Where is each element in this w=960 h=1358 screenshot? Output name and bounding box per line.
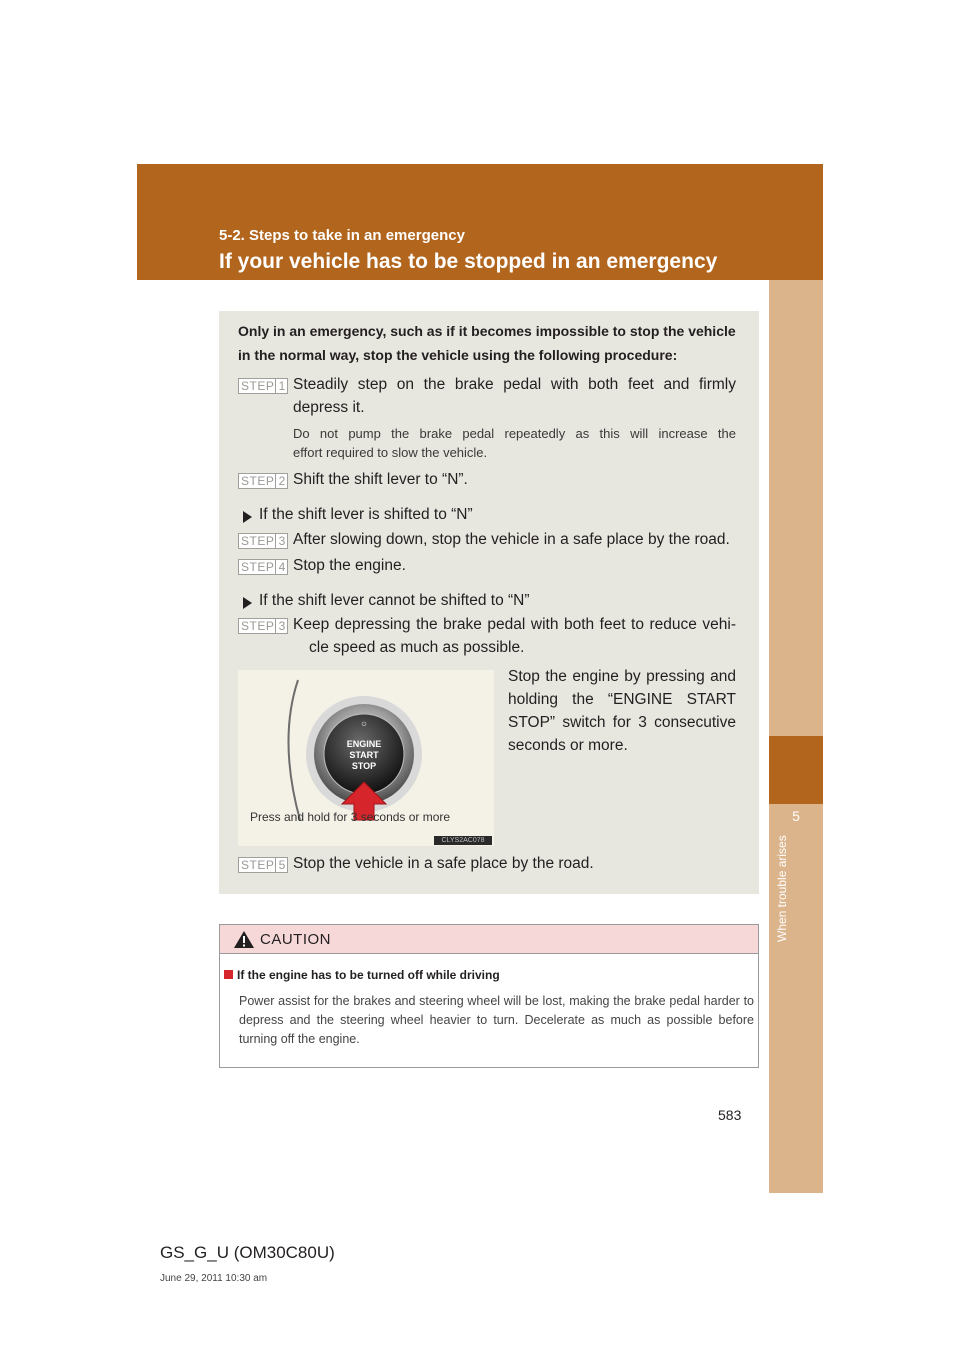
case-b-step3-line-1: Keep depressing the brake pedal with both feet to reduce vehi- xyxy=(293,616,736,633)
chapter-title: When trouble arises xyxy=(775,835,789,942)
chapter-number: 5 xyxy=(792,808,800,824)
case-b-step4-line-1: Stop the engine by pressing and xyxy=(508,668,736,685)
step2-text: Shift the shift lever to “N”. xyxy=(293,471,468,488)
step-badge-3b xyxy=(238,618,288,634)
case-b-heading: If the shift lever cannot be shifted to “N” xyxy=(259,592,530,609)
case-b-step4-line-2: holding the “ENGINE START xyxy=(508,691,736,708)
step-label: STEP xyxy=(241,858,275,872)
case-b-step4-line-3: STOP” switch for 3 consecutive xyxy=(508,714,736,731)
button-label-stop: STOP xyxy=(351,761,377,771)
step-label: STEP xyxy=(241,379,275,393)
header-band xyxy=(137,164,823,280)
step1-note-2: effort required to slow the vehicle. xyxy=(293,445,488,460)
step-number: 5 xyxy=(275,858,288,872)
step1-note-1: Do not pump the brake pedal repeatedly as this will increase the xyxy=(293,426,736,441)
triangle-bullet-icon xyxy=(243,597,252,609)
step-number: 4 xyxy=(275,560,288,574)
chapter-block xyxy=(769,736,823,804)
step-number: 3 xyxy=(275,619,288,633)
step-label: STEP xyxy=(241,474,275,488)
caution-item-body: Power assist for the brakes and steering wheel will be lost, making the brake pedal harder to depress and the steering wheel heavier to turn. Decelerate as much as possible before turning off the engine. xyxy=(239,994,754,1046)
section-title: 5-2. Steps to take in an emergency xyxy=(219,227,465,244)
caution-header xyxy=(220,925,758,954)
case-a-step4-text: Stop the engine. xyxy=(293,557,406,574)
step-number: 3 xyxy=(275,534,288,548)
intro-line-1: Only in an emergency, such as if it becomes impossible to stop the vehicle xyxy=(238,323,736,339)
figure-code: CLYS2AC078 xyxy=(434,836,492,845)
warning-triangle-icon xyxy=(233,930,255,949)
page-title: If your vehicle has to be stopped in an emergency xyxy=(219,250,718,273)
step-label: STEP xyxy=(241,534,275,548)
button-label-start: START xyxy=(349,750,379,760)
step-badge-4a xyxy=(238,559,288,575)
button-label-engine: ENGINE xyxy=(346,739,382,749)
footer-model: GS_G_U (OM30C80U) xyxy=(160,1243,335,1262)
step-number: 2 xyxy=(275,474,288,488)
step-number: 1 xyxy=(275,379,288,393)
intro-line-2: in the normal way, stop the vehicle using the following procedure: xyxy=(238,347,678,363)
step-badge-2 xyxy=(238,473,288,489)
case-a-step3-text: After slowing down, stop the vehicle in a safe place by the road. xyxy=(293,531,730,548)
caution-item-title-text: If the engine has to be turned off while driving xyxy=(237,968,500,982)
step1-line-1: Steadily step on the brake pedal with both feet and firmly xyxy=(293,376,736,393)
step-badge-3a xyxy=(238,533,288,549)
caution-heading: CAUTION xyxy=(260,931,331,948)
step-label: STEP xyxy=(241,619,275,633)
triangle-bullet-icon xyxy=(243,511,252,523)
case-b-step3-line-2: cle speed as much as possible. xyxy=(309,639,525,656)
case-b-step4-line-4: seconds or more. xyxy=(508,737,628,754)
step-badge-1 xyxy=(238,378,288,394)
step-label: STEP xyxy=(241,560,275,574)
square-bullet-icon xyxy=(224,970,233,979)
caution-box xyxy=(219,924,759,1068)
footer-date: June 29, 2011 10:30 am xyxy=(160,1273,268,1284)
case-a-heading: If the shift lever is shifted to “N” xyxy=(259,506,473,523)
caution-item-title xyxy=(224,968,500,982)
step-badge-5 xyxy=(238,857,288,873)
page-number: 583 xyxy=(718,1107,742,1123)
svg-text:⏻: ⏻ xyxy=(361,721,367,728)
step5-text: Stop the vehicle in a safe place by the road. xyxy=(293,855,594,872)
figure-caption: Press and hold for 3 seconds or more xyxy=(250,810,451,824)
step1-line-2: depress it. xyxy=(293,399,365,416)
engine-switch-figure xyxy=(238,670,494,846)
